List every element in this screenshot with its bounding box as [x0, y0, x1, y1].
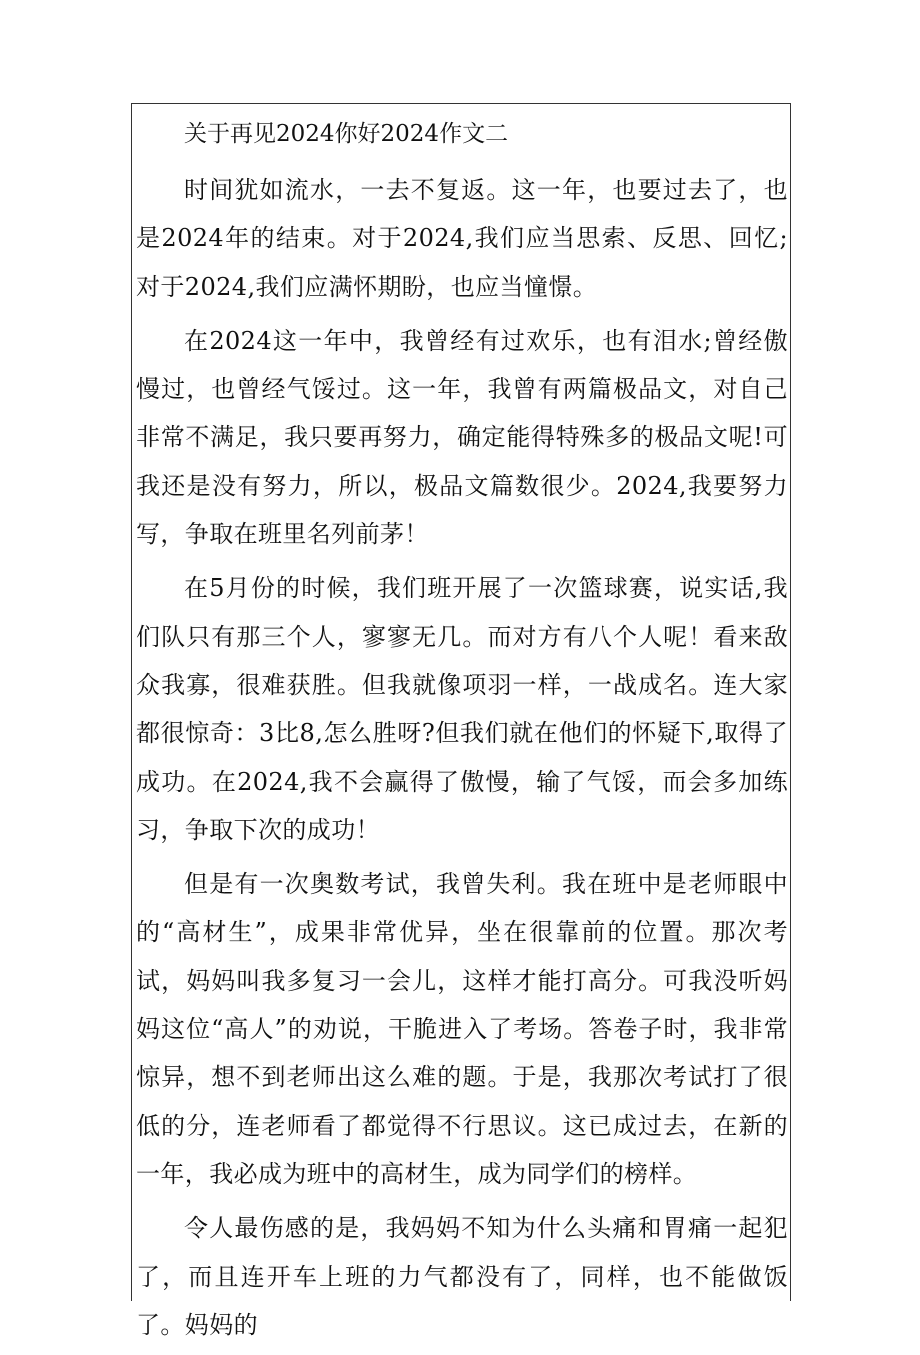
paragraph-4: 但是有一次奥数考试，我曾失利。我在班中是老师眼中的“高材生”，成果非常优异，坐在很靠前的位置。那次考试，妈妈叫我多复习一会儿，这样才能打高分。可我没听妈妈这位“高人”的劝说，干脆进入了考场。答卷子时，我非常惊异，想不到老师出这么难的题。于是，我那次考试打了很低的分，连老师看了都觉得不行思议。这已成过去，在新的一年，我必成为班中的高材生，成为同学们的榜样。	[136, 870, 788, 1188]
paragraph-1: 时间犹如流水，一去不复返。这一年，也要过去了，也是2024年的结束。对于2024,我们应当思索、反思、回忆;对于2024,我们应满怀期盼，也应当憧憬。	[136, 176, 788, 301]
paragraph-2: 在2024这一年中，我曾经有过欢乐，也有泪水;曾经傲慢过，也曾经气馁过。这一年，我曾有两篇极品文，对自己非常不满足，我只要再努力，确定能得特殊多的极品文呢!可我还是没有努力，所以，极品文篇数很少。2024,我要努力写，争取在班里名列前茅！	[136, 326, 788, 549]
paragraph-3: 在5月份的时候，我们班开展了一次篮球赛，说实话,我们队只有那三个人，寥寥无几。而对方有八个人呢！看来敌众我寡，很难获胜。但我就像项羽一样，一战成名。连大家都很惊奇：3比8,怎么胜呀?但我们就在他们的怀疑下,取得了成功。在2024,我不会赢得了傲慢，输了气馁，而会多加练习，争取下次的成功！	[136, 574, 788, 844]
paragraph-5: 令人最伤感的是，我妈妈不知为什么头痛和胃痛一起犯了，而且连开车上班的力气都没有了，同样，也不能做饭了。妈妈的	[136, 1214, 788, 1339]
document-title: 关于再见2024你好2024作文二	[184, 121, 509, 147]
document-body	[136, 112, 788, 1355]
